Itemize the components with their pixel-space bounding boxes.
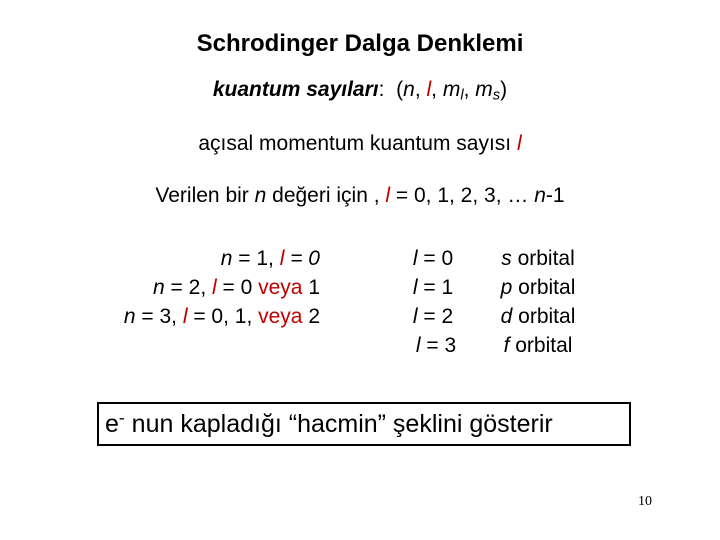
electron-symbol: e- [105,407,125,438]
orbital-row: s orbital [501,247,575,270]
l-value-row: l = 0 [412,247,454,270]
angular-momentum-line: açısal momentum kuantum sayısı l [198,132,522,155]
orbital-shape-note: e- nun kapladığı “hacmin” şeklini gösterir [97,402,631,446]
page-number: 10 [638,494,652,509]
slide-title: Schrodinger Dalga Denklemi [196,30,524,57]
ms-symbol: $m_s$ [475,78,501,104]
orbital-row: d orbital [500,305,576,328]
l-value-row: l = 2 [412,305,454,328]
angular-momentum-symbol: l [516,132,522,155]
example-row: n = 2, l = 0 veya 1 [153,276,320,299]
orbital-row: f orbital [503,334,573,357]
orbital-row: p orbital [500,276,576,299]
example-row: n = 3, l = 0, 1, veya 2 [123,305,320,328]
ml-symbol: $m_l$ [442,78,464,104]
l-values-column [398,244,468,360]
quantum-numbers-label: kuantum sayıları [212,78,379,101]
l-value-row: l = 3 [415,334,457,357]
l-value-row: l = 1 [412,276,454,299]
n-symbol: n [403,78,415,101]
l-range-rule: Verilen bir n değeri için , l = 0, 1, 2, 3, … n-1 [155,184,565,207]
n-l-examples [60,244,320,331]
quantum-numbers-line: kuantum sayıları: (n, l, $m_l$, $m_s$) [212,78,508,104]
example-row: n = 1, l = 0 [220,247,320,270]
l-symbol: l [426,78,432,101]
orbital-names-column [488,244,588,360]
